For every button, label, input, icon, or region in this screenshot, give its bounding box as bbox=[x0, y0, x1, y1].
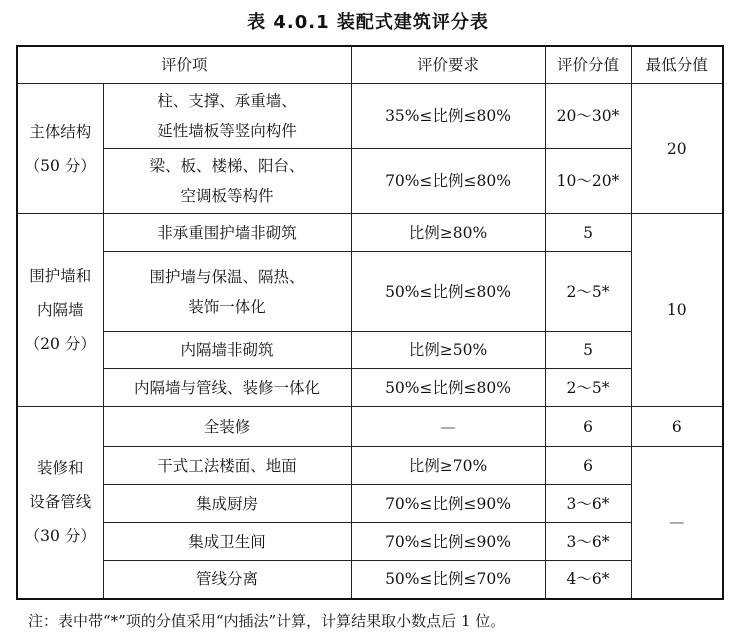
item-cell: 梁、板、楼梯、阳台、 空调板等构件 bbox=[103, 149, 351, 214]
table-row bbox=[17, 252, 723, 332]
requirement-cell: 70%≤比例≤90% bbox=[351, 523, 545, 561]
table-row bbox=[17, 523, 723, 561]
item-cell: 非承重围护墙非砌筑 bbox=[103, 214, 351, 252]
score-cell: 5 bbox=[545, 214, 631, 252]
item-cell: 管线分离 bbox=[103, 561, 351, 599]
table-row bbox=[17, 447, 723, 485]
requirement-cell: 50%≤比例≤80% bbox=[351, 369, 545, 407]
requirement-cell: 35%≤比例≤80% bbox=[351, 84, 545, 149]
table-row bbox=[17, 84, 723, 149]
header-item: 评价项 bbox=[17, 46, 351, 84]
item-cell: 集成卫生间 bbox=[103, 523, 351, 561]
item-cell: 内隔墙与管线、装修一体化 bbox=[103, 369, 351, 407]
table-row bbox=[17, 561, 723, 599]
min-score-cell: 6 bbox=[631, 407, 723, 447]
item-cell: 柱、支撑、承重墙、 延性墙板等竖向构件 bbox=[103, 84, 351, 149]
score-cell: 4～6* bbox=[545, 561, 631, 599]
score-cell: 5 bbox=[545, 332, 631, 369]
table-row bbox=[17, 369, 723, 407]
table-row bbox=[17, 149, 723, 214]
category-cell: 主体结构 （50 分） bbox=[17, 84, 103, 214]
table-row bbox=[17, 485, 723, 523]
score-table bbox=[16, 45, 724, 600]
table-row bbox=[17, 214, 723, 252]
min-score-cell: — bbox=[631, 447, 723, 599]
header-score: 评价分值 bbox=[545, 46, 631, 84]
min-score-cell: 10 bbox=[631, 214, 723, 407]
score-cell: 10～20* bbox=[545, 149, 631, 214]
item-cell: 集成厨房 bbox=[103, 485, 351, 523]
requirement-cell: 比例≥70% bbox=[351, 447, 545, 485]
requirement-cell: — bbox=[351, 407, 545, 447]
item-cell: 干式工法楼面、地面 bbox=[103, 447, 351, 485]
header-min-score: 最低分值 bbox=[631, 46, 723, 84]
score-cell: 20～30* bbox=[545, 84, 631, 149]
header-row bbox=[17, 46, 723, 84]
category-cell: 装修和 设备管线 （30 分） bbox=[17, 407, 103, 599]
requirement-cell: 70%≤比例≤90% bbox=[351, 485, 545, 523]
requirement-cell: 70%≤比例≤80% bbox=[351, 149, 545, 214]
item-cell: 内隔墙非砌筑 bbox=[103, 332, 351, 369]
score-cell: 2～5* bbox=[545, 369, 631, 407]
requirement-cell: 比例≥50% bbox=[351, 332, 545, 369]
score-cell: 6 bbox=[545, 407, 631, 447]
category-cell: 围护墙和 内隔墙 （20 分） bbox=[17, 214, 103, 407]
table-row bbox=[17, 407, 723, 447]
table-title: 表 4.0.1 装配式建筑评分表 bbox=[247, 12, 489, 33]
table-row bbox=[17, 332, 723, 369]
requirement-cell: 50%≤比例≤80% bbox=[351, 252, 545, 332]
score-cell: 3～6* bbox=[545, 523, 631, 561]
requirement-cell: 50%≤比例≤70% bbox=[351, 561, 545, 599]
score-cell: 2～5* bbox=[545, 252, 631, 332]
min-score-cell: 20 bbox=[631, 84, 723, 214]
item-cell: 围护墙与保温、隔热、 装饰一体化 bbox=[103, 252, 351, 332]
table-note: 注：表中带“*”项的分值采用“内插法”计算，计算结果取小数点后 1 位。 bbox=[28, 612, 506, 630]
score-cell: 6 bbox=[545, 447, 631, 485]
header-requirement: 评价要求 bbox=[351, 46, 545, 84]
item-cell: 全装修 bbox=[103, 407, 351, 447]
score-cell: 3～6* bbox=[545, 485, 631, 523]
requirement-cell: 比例≥80% bbox=[351, 214, 545, 252]
